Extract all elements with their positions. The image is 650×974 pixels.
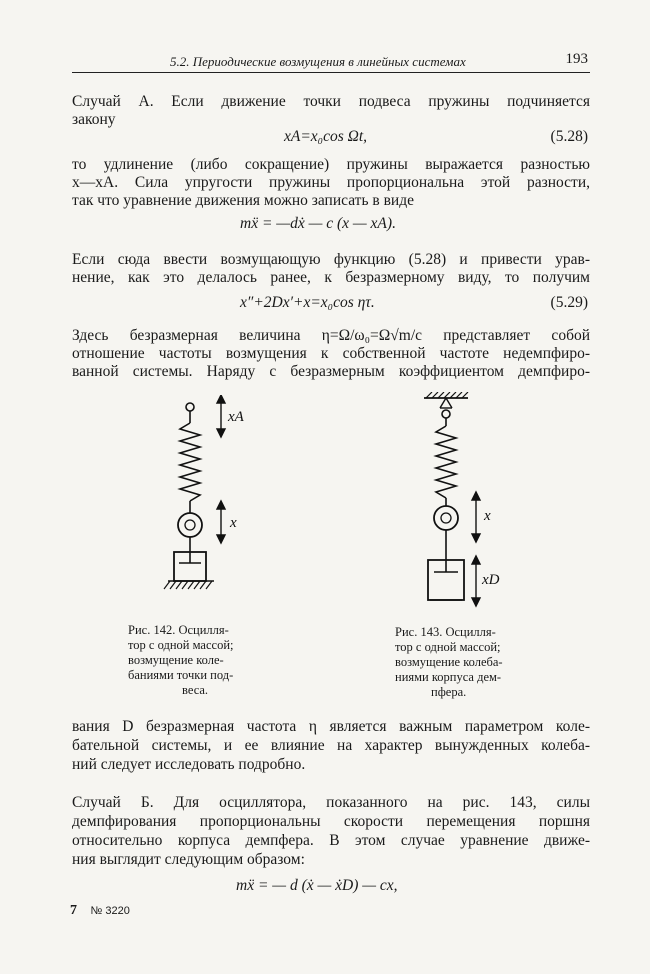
label-xD: xD	[482, 572, 500, 588]
paragraph-line: Случай Б. Для осциллятора, показанного на рис. 143, силы	[72, 794, 590, 811]
caption-line: веса.	[182, 683, 209, 697]
paragraph-line: закону	[72, 111, 116, 128]
arrow-xA	[217, 395, 225, 437]
caption-line: Рис. 142. Осцилля-	[128, 623, 229, 637]
caption-line: пфера.	[431, 685, 467, 699]
signature-number: 7	[70, 903, 77, 918]
paragraph-line: Случай А. Если движение точки подвеса пружины подчиняется	[72, 93, 590, 110]
paragraph-line: отношение частоты возмущения к собственной частоте недемпфиро-	[72, 345, 590, 362]
figure-142	[150, 395, 260, 617]
paragraph-line: то удлинение (либо сокращение) пружины выражается разностью	[72, 156, 590, 173]
paragraph-line: так что уравнение движения можно записать в виде	[72, 192, 414, 209]
caption-line: ниями корпуса дем-	[395, 670, 502, 684]
paragraph-line: нение, как это делалось ранее, к безразмерному виду, то получим	[72, 269, 590, 286]
paragraph-line: относительно корпуса демпфера. В этом случае уравнение движе-	[72, 832, 590, 849]
order-code: № 3220	[90, 905, 130, 917]
equation-motion: mẍ = —dẋ — c (x — xA).	[240, 215, 396, 232]
mass	[434, 506, 458, 530]
paragraph-line: вания D безразмерная частота η является важным параметром коле-	[72, 718, 590, 735]
equation-number: (5.29)	[550, 294, 588, 311]
page-number: 193	[565, 51, 588, 67]
spring	[180, 423, 200, 501]
mass	[178, 513, 202, 537]
paragraph-line: ний следует исследовать подробно.	[72, 756, 306, 773]
printer-signature	[70, 903, 130, 919]
spring	[436, 426, 456, 498]
caption-line: возмущение коле-	[128, 653, 224, 667]
figure-143	[412, 392, 522, 614]
label-x: x	[484, 508, 491, 524]
label-x: x	[230, 515, 237, 531]
figure-143-caption	[395, 625, 503, 700]
equation-case-b: mẍ = — d (ẋ — ẋD) — cx,	[236, 877, 398, 894]
equation-5-29: x″+2Dx′+x=x₀cos ητ.	[240, 294, 375, 311]
caption-line: возмущение колеба-	[395, 655, 503, 669]
ground-hatch	[164, 581, 212, 589]
paragraph-line: демпфирования пропорциональны скорости перемещения поршня	[72, 813, 590, 830]
caption-line: тор с одной массой;	[128, 638, 234, 652]
paragraph-line: Здесь безразмерная величина η=Ω/ω₀=Ω√m/c представляет собой	[72, 327, 590, 344]
paragraph-line: ванной системы. Наряду с безразмерным коэффициентом демпфиро-	[72, 363, 590, 380]
label-xA: xA	[228, 409, 244, 425]
caption-line: тор с одной массой;	[395, 640, 501, 654]
paragraph-line: бательной системы, и ее влияние на характер вынужденных колеба-	[72, 737, 590, 754]
equation-5-28: xA=x₀cos Ωt,	[284, 128, 368, 145]
suspension-point	[186, 403, 194, 411]
arrow-xD	[472, 556, 480, 606]
caption-line: Рис. 143. Осцилля-	[395, 625, 496, 639]
running-header	[72, 50, 590, 73]
arrow-x	[217, 501, 225, 543]
figure-142-caption	[128, 623, 233, 698]
arrow-x	[472, 492, 480, 542]
equation-number: (5.28)	[550, 128, 588, 145]
paragraph-line: Если сюда ввести возмущающую функцию (5.28) и привести урав-	[72, 251, 590, 268]
paragraph-line: ния выглядит следующим образом:	[72, 851, 305, 868]
paragraph-line: x—xA. Сила упругости пружины пропорциональна этой разности,	[72, 174, 590, 191]
caption-line: баниями точки под-	[128, 668, 234, 682]
section-title: 5.2. Периодические возмущения в линейных системах	[170, 54, 466, 69]
